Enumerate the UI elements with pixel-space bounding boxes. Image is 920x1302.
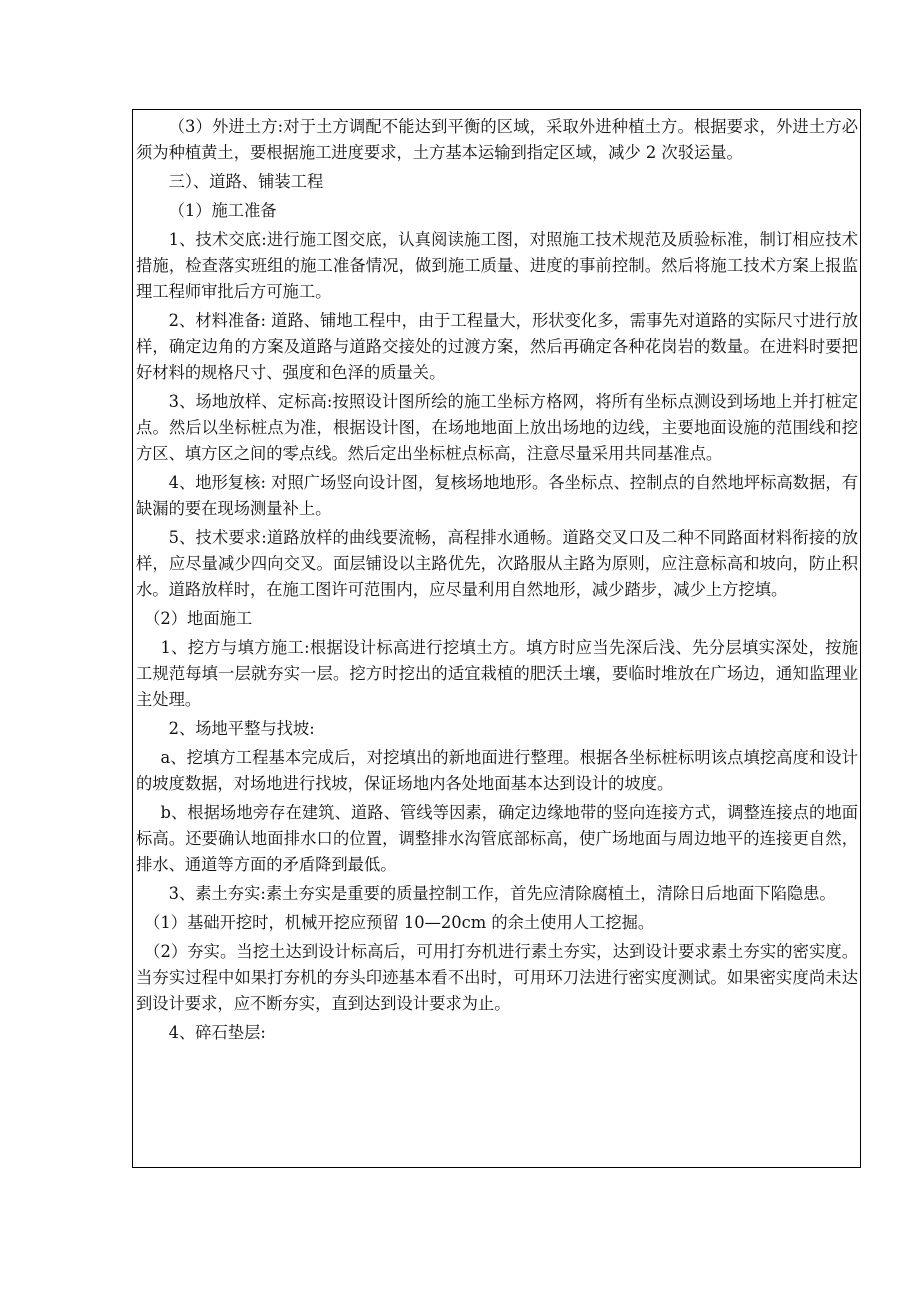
paragraph-leveling-b: b、根据场地旁存在建筑、道路、管线等因素，确定边缘地带的竖向连接方式，调整连接点的地面标高。还要确认地面排水口的位置，调整排水沟管底部标高，使广场地面与周边地平的连接更自然，排水、通道等方面的矛盾降到最低。: [136, 803, 858, 874]
document-body: [136, 114, 858, 1049]
paragraph-excavation: （1）基础开挖时，机械开挖应预留 10—20cm 的余土使用人工挖掘。: [144, 913, 655, 932]
paragraph-site-layout: 3、场地放样、定标高:按照设计图所绘的施工坐标方格网，将所有坐标点测设到场地上并打桩定点。然后以坐标桩点为准，根据设计图，在场地地面上放出场地的边线，主要地面设施的范围线和挖方区、填方区之间的零点线。然后定出坐标桩点标高，注意尽量采用共同基准点。: [136, 392, 858, 463]
paragraph-technical-briefing: 1、技术交底:进行施工图交底，认真阅读施工图，对照施工技术规范及质验标准，制订相应技术措施，检查落实班组的施工准备情况，做到施工质量、进度的事前控制。然后将施工技术方案上报监理工程师审批后方可施工。: [136, 230, 858, 301]
paragraph-technical-requirements: 5、技术要求:道路放样的曲线要流畅，高程排水通畅。道路交叉口及二种不同路面材料衔接的放样，应尽量减少四向交叉。面层铺设以主路优先，次路服从主路为原则，应注意标高和坡向，防止积水。道路放样时，在施工图许可范围内，应尽量利用自然地形，减少踏步，减少上方挖填。: [136, 528, 858, 599]
section-heading-road-paving: 三）、道路、铺装工程: [168, 172, 324, 191]
paragraph-material-prep: 2、材料准备: 道路、铺地工程中，由于工程量大，形状变化多，需事先对道路的实际尺寸进行放样，确定边角的方案及道路与道路交接处的过渡方案，然后再确定各种花岗岩的数量。在进料时要把好材料的规格尺寸、强度和色泽的质量关。: [136, 311, 858, 382]
paragraph-gravel-cushion: 4、碎石垫层:: [168, 1023, 266, 1042]
subsection-heading-construction-prep: （1）施工准备: [168, 201, 277, 220]
paragraph-soil-import: （3）外进土方:对于土方调配不能达到平衡的区域，采取外进种植土方。根据要求，外进土方必须为种植黄土，要根据施工进度要求，土方基本运输到指定区域，减少 2 次驳运量。: [136, 117, 858, 162]
paragraph-tamping: （2）夯实。当挖土达到设计标高后，可用打夯机进行素土夯实，达到设计要求素土夯实的密实度。当夯实过程中如果打夯机的夯头印迹基本看不出时，可用环刀法进行密实度测试。如果密实度尚未达到设计要求，应不断夯实，直到达到设计要求为止。: [136, 942, 858, 1013]
paragraph-terrain-check: 4、地形复核: 对照广场竖向设计图，复核场地地形。各坐标点、控制点的自然地坪标高数据，有缺漏的要在现场测量补上。: [136, 473, 858, 518]
paragraph-leveling-heading: 2、场地平整与找坡:: [168, 719, 315, 738]
paragraph-compaction: 3、素土夯实:素土夯实是重要的质量控制工作，首先应清除腐植土，清除日后地面下陷隐患。: [168, 884, 836, 903]
paragraph-leveling-a: a、挖填方工程基本完成后，对挖填出的新地面进行整理。根据各坐标桩标明该点填挖高度和设计的坡度数据，对场地进行找坡，保证场地内各处地面基本达到设计的坡度。: [136, 748, 858, 793]
paragraph-cut-and-fill: 1、挖方与填方施工:根据设计标高进行挖填土方。填方时应当先深后浅、先分层填实深处，按施工规范每填一层就夯实一层。挖方时挖出的适宜栽植的肥沃土壤，要临时堆放在广场边，通知监理业主处理。: [136, 638, 858, 709]
subsection-heading-ground-construction: （2）地面施工: [144, 609, 253, 628]
